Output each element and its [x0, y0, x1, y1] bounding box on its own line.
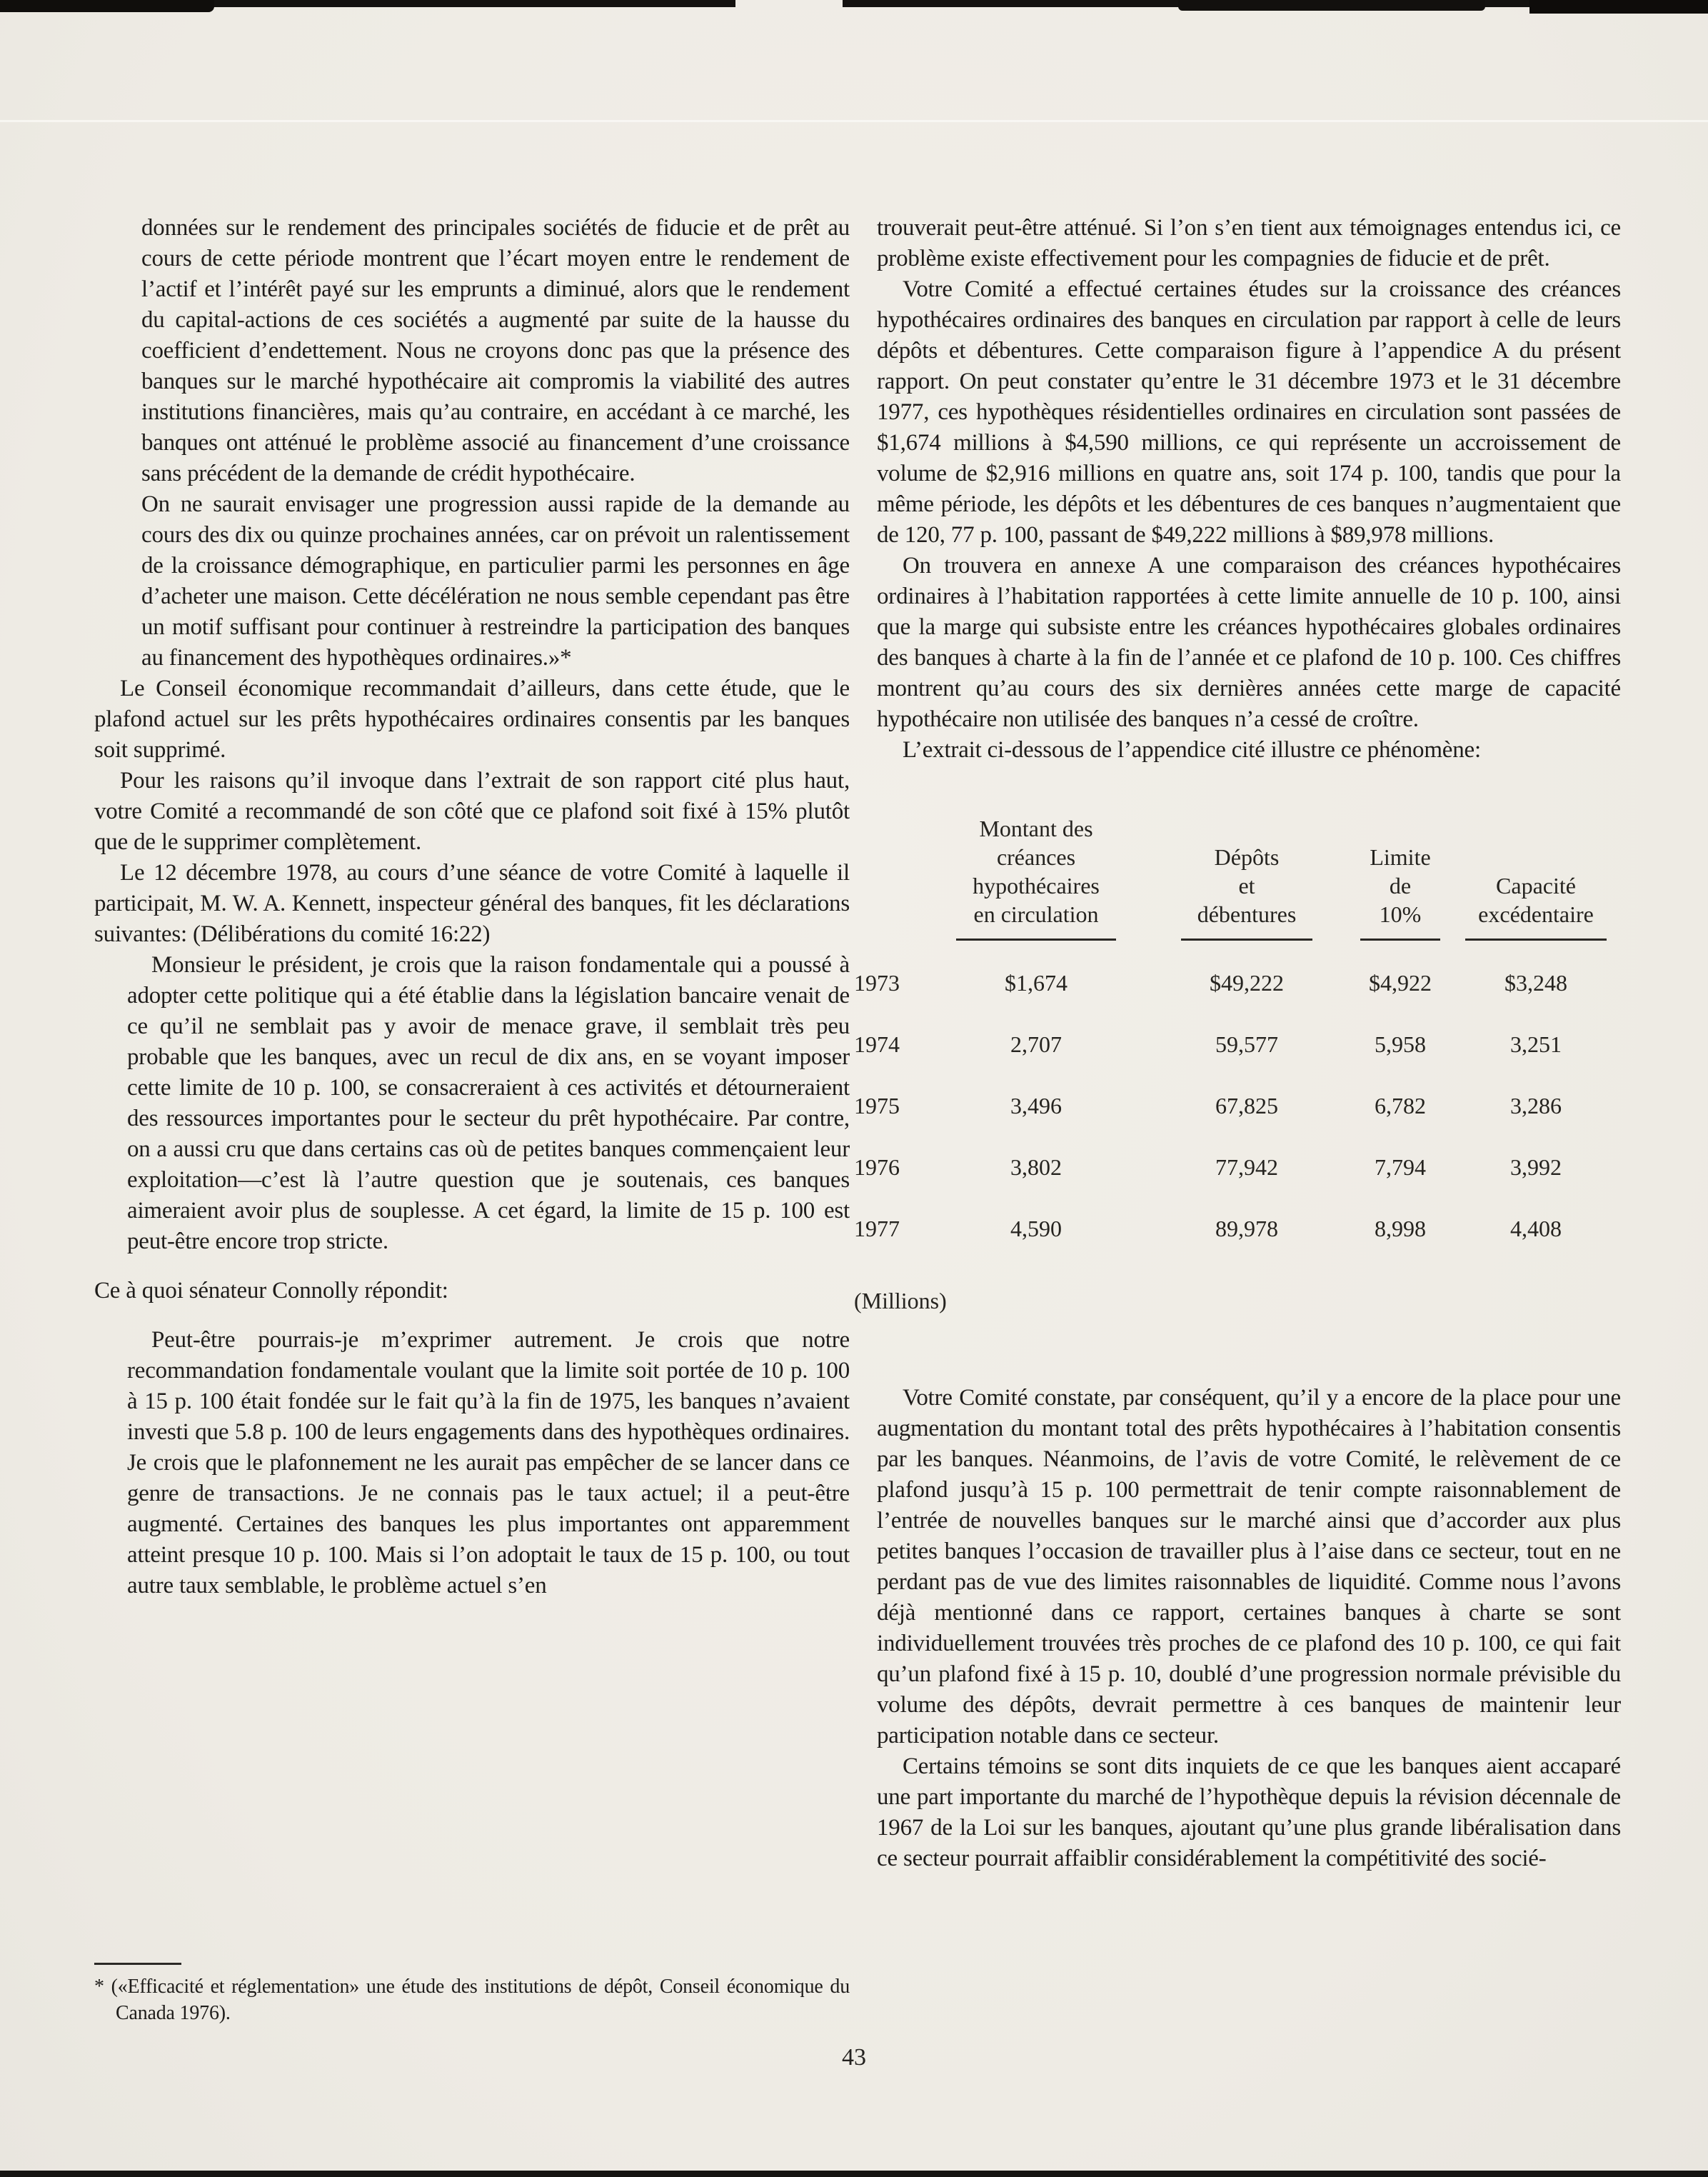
scan-edge-blob-mid — [1178, 0, 1485, 11]
paragraph-temoins: Certains témoins se sont dits inquiets de ce que les banques aient accaparé une part importante du marché de l’hypothèque depuis la révision décennale de 1967 de la Loi sur les banques, ajoutant qu’une plus grande libéralisation dans ce secteur pourrait affaiblir considérablement la compétitivité des socié- — [877, 1753, 1621, 1871]
scan-edge-blob-left — [0, 0, 214, 12]
footnote-text: * («Efficacité et réglementation» une étude des institutions de dépôt, Conseil économique du Canada 1976). — [94, 1976, 850, 2024]
paragraph-connolly-intro: Ce à quoi sénateur Connolly répondit: — [94, 1278, 448, 1303]
table-header-capacity: Capacité excédentaire — [1461, 871, 1611, 941]
paragraph-extrait: L’extrait ci-dessous de l’appendice cité illustre ce phénomène: — [903, 737, 1481, 763]
header-rule — [956, 939, 1116, 941]
table-row: 1977 4,590 89,978 8,998 4,408 — [854, 1216, 1562, 1241]
left-column — [94, 213, 850, 1601]
paragraph-conseil: Le Conseil économique recommandait d’ailleurs, dans cette étude, que le plafond actuel sur les prêts hypothécaires ordinaires consentis par les banques soit supprimé. — [94, 676, 850, 763]
header-rule — [1465, 939, 1607, 941]
scan-edge-blob-right — [1529, 0, 1708, 14]
paragraph-seance: Le 12 décembre 1978, au cours d’une séance de votre Comité à laquelle il participait, M. W. A. Kennett, inspecteur général des banques, fit les déclarations suivantes: (Délibérations du comité 16:22) — [94, 860, 850, 947]
quote-extract-paragraph-1: données sur le rendement des principales sociétés de fiducie et de prêt au cours de cette période montrent que l’écart moyen entre le rendement de l’actif et l’intérêt payé sur les emprunts a diminué, alors que le rendement du capital-actions de ces sociétés a augmenté par suite de la hausse du coefficient d’endettement. Nous ne croyons donc pas que la présence des banques sur le marché hypothécaire ait compromis la viabilité des autres institutions financières, mais qu’au contraire, en accédant à ce marché, les banques ont atténué le problème associé au financement d’une croissance sans précédent de la demande de crédit hypothécaire. — [141, 215, 850, 486]
footnote-block — [94, 1963, 850, 2026]
scan-edge-bottom — [0, 2171, 1708, 2177]
appendix-comparison-table — [854, 814, 1611, 1314]
scan-edge-gap — [735, 0, 843, 9]
quote-kennett: Monsieur le président, je crois que la raison fondamentale qui a poussé à adopter cette politique qui a été établie dans la législation bancaire venait de ce qu’il ne semblait pas y avoir de menace grave, il semblait très peu probable que les banques, avec un recul de dix ans, en se voyant imposer cette limite de 10 p. 100, se consacreraient à ces activités et détourneraient des ressources importantes pour le secteur du prêt hypothécaire. Par contre, on a aussi cru que dans certains cas où de petites banques commençaient leur exploitation—c’est là l’autre question que je soutenais, ces banques aimeraient avoir plus de souplesse. A cet égard, la limite de 15 p. 100 est peut-être encore trop stricte. — [127, 952, 850, 1254]
table-header-deposits: Dépôts et débentures — [1154, 843, 1340, 941]
page-number: 43 — [842, 2044, 866, 2071]
right-column — [854, 213, 1621, 1874]
spacer — [94, 1306, 850, 1325]
quote-extract-paragraph-2: On ne saurait envisager une progression aussi rapide de la demande au cours des dix ou quinze prochaines années, car on prévoit un ralentissement de la croissance démographique, en particulier parmi les personnes en âge d’acheter une maison. Cette décélération ne nous semble cependant pas être un motif suffisant pour continuer à restreindre la participation des banques au financement des hypothèques ordinaires.»* — [141, 491, 850, 671]
table-row: 1976 3,802 77,942 7,794 3,992 — [854, 1154, 1562, 1180]
table-row: 1973 $1,674 $49,222 $4,922 $3,248 — [854, 970, 1567, 996]
paragraph-constate: Votre Comité constate, par conséquent, qu’il y a encore de la place pour une augmentation du montant total des prêts hypothécaires à l’habitation consentis par les banques. Néanmoins, de l’avis de votre Comité, le relèvement de ce plafond jusqu’à 15 p. 100 permettrait de tenir compte raisonnablement de l’entrée de nouvelles banques sur le marché ainsi que d’accorder aux plus petites banques l’occasion de travailler plus à l’aise dans ce secteur, tout en ne perdant pas de vue des limites raisonnables de liquidité. Comme nous l’avons déjà mentionné dans ce rapport, certaines banques à charte se sont individuellement trouvées très proches de ce plafond des 10 p. 100, ce qui fait qu’un plafond fixé à 15 p. 10, doublé d’une progression normale prévisible du volume des dépôts, devrait permettre à ces banques de maintenir leur participation notable dans ce secteur. — [877, 1385, 1621, 1748]
quote-connolly: Peut-être pourrais-je m’exprimer autrement. Je crois que notre recommandation fondamentale voulant que la limite soit portée de 10 p. 100 à 15 p. 100 était fondée sur le fait qu’à la fin de 1975, les banques n’avaient investi que 5.8 p. 100 de leurs engagements dans des hypothèques ordinaires. Je crois que le plafonnement ne les aurait pas empêcher de se lancer dans ce genre de transactions. Je ne connais pas le taux actuel; il a peut-être augmenté. Certaines des banques les plus importantes ont apparemment atteint presque 10 p. 100. Mais si l’on adoptait le taux de 15 p. 100, ou tout autre taux semblable, le problème actuel s’en — [127, 1327, 850, 1598]
table-header-limit: Limite de 10% — [1340, 843, 1461, 941]
scan-streak — [0, 120, 1708, 122]
paragraph-attenue: trouverait peut-être atténué. Si l’on s’en tient aux témoignages entendus ici, ce problème existe effectivement pour les compagnies de fiducie et de prêt. — [877, 215, 1621, 271]
spacer — [94, 1257, 850, 1276]
table-row: 1974 2,707 59,577 5,958 3,251 — [854, 1031, 1562, 1057]
table-row: 1975 3,496 67,825 6,782 3,286 — [854, 1093, 1562, 1118]
table-header-mortgages: Montant des créances hypothécaires en circulation — [918, 814, 1154, 941]
header-rule — [1360, 939, 1440, 941]
paragraph-annexe: On trouvera en annexe A une comparaison des créances hypothécaires ordinaires à l’habitation rapportées à cette limite annuelle de 10 p. 100, ainsi que la marge qui subsiste entre les créances hypothécaires globales ordinaires des banques à charte à la fin de l’année et ce plafond de 10 p. 100. Ces chiffres montrent qu’au cours des six dernières années cette marge de capacité hypothécaire non utilisée des banques n’a cessé de croître. — [877, 553, 1621, 732]
paragraph-etudes: Votre Comité a effectué certaines études sur la croissance des créances hypothécaires ordinaires des banques en circulation par rapport à celle de leurs dépôts et débentures. Cette comparaison figure à l’appendice A du présent rapport. On peut constater qu’entre le 31 décembre 1973 et le 31 décembre 1977, ces hypothèques résidentielles ordinaires en circulation sont passées de $1,674 millions à $4,590 millions, ce qui représente un accroissement de volume de $2,916 millions en quatre ans, soit 174 p. 100, tandis que pour la même période, les dépôts et les débentures de ces banques n’augmentaient que de 120, 77 p. 100, passant de $49,222 millions à $89,978 millions. — [877, 276, 1621, 548]
header-rule — [1181, 939, 1312, 941]
table-header-row — [854, 814, 1611, 941]
paragraph-raisons: Pour les raisons qu’il invoque dans l’extrait de son rapport cité plus haut, votre Comité a recommandé de son côté que ce plafond soit fixé à 15% plutôt que de le supprimer complètement. — [94, 768, 850, 855]
footnote-rule — [94, 1963, 181, 1965]
table-unit-note: (Millions) — [854, 1288, 947, 1313]
